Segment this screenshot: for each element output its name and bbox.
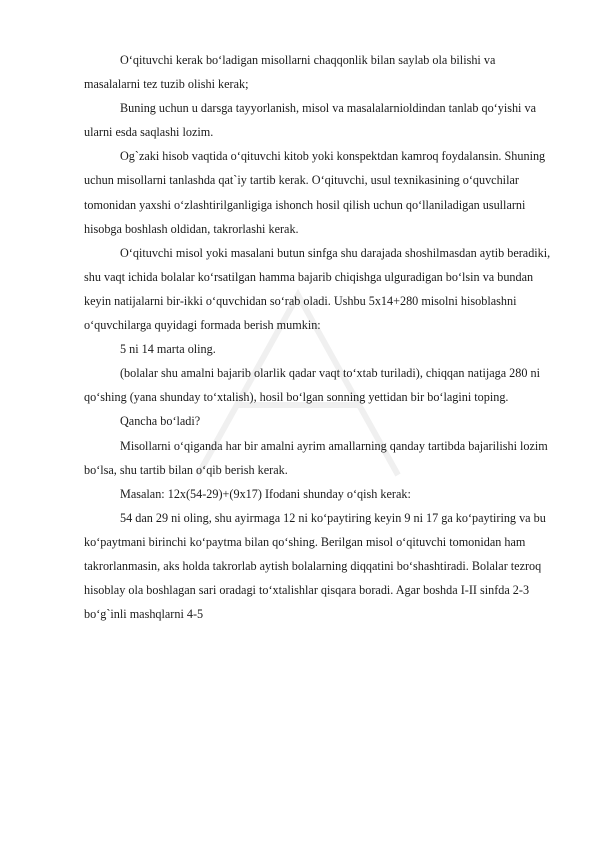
paragraph: 5 ni 14 marta oling. (120, 342, 216, 357)
paragraph: Masalan: 12x(54-29)+(9x17) Ifodani shunday o‘qish kerak: (120, 486, 411, 501)
paragraph: Misollarni o‘qiganda har bir amalni ayrim amallarning qanday tartibda bajarilishi lozim bo‘lsa, shu tartib bilan o‘qib berish kerak. (84, 438, 548, 477)
paragraph: 54 dan 29 ni oling, shu ayirmaga 12 ni ko‘paytiring keyin 9 ni 17 ga ko‘paytiring va bu ko‘paytmani birinchi ko‘paytma bilan qo‘shing. Berilgan misol o‘qituvchi tomonidan ham takrorlanmasin, aks holda takrorlab aytish bolalarning diqqatini bo‘shashtiradi. Bolalar tezroq hisoblay ola boshlagan sari oradagi to‘xtalishlar qisqara boradi. Agar boshda I-II sinfda 2-3 bo‘g`inli mashqlarni 4-5 (84, 510, 546, 622)
paragraph: Og`zaki hisob vaqtida o‘qituvchi kitob yoki konspektdan kamroq foydalansin. Shuning uchun misollarni tanlashda qat`iy tartib kerak. O‘qituvchi, usul texnikasining o‘quvchilar tomonidan yaxshi o‘zlashtirilganligiga ishonch hosil qilish uchun qo‘llaniladigan usullarni hisobga boshlash oldidan, takrorlashi kerak. (84, 149, 546, 236)
paragraph: (bolalar shu amalni bajarib olarlik qadar vaqt to‘xtab turiladi), chiqqan natijaga 280 ni qo‘shing (yana shunday to‘xtalish), hosil bo‘lgan sonning yettidan bir bo‘lagini toping. (84, 366, 540, 405)
document-page (84, 48, 554, 626)
paragraph: Buning uchun u darsga tayyorlanish, misol va masalalarnioldindan tanlab qo‘yishi va ularni esda saqlashi lozim. (84, 101, 536, 140)
paragraph: Qancha bo‘ladi? (120, 414, 201, 429)
paragraph: O‘qituvchi kerak bo‘ladigan misollarni chaqqonlik bilan saylab ola bilishi va masalalarni tez tuzib olishi kerak; (84, 53, 496, 92)
paragraph: O‘qituvchi misol yoki masalani butun sinfga shu darajada shoshilmasdan aytib beradiki, shu vaqt ichida bolalar ko‘rsatilgan hamma bajarib chiqishga ulguradigan bo‘lsin va bundan keyin natijalarni bir-ikki o‘quvchidan so‘rab oladi. Ushbu 5x14+280 misolni hisoblashni o‘quvchilarga quyidagi formada berish mumkin: (84, 245, 551, 333)
